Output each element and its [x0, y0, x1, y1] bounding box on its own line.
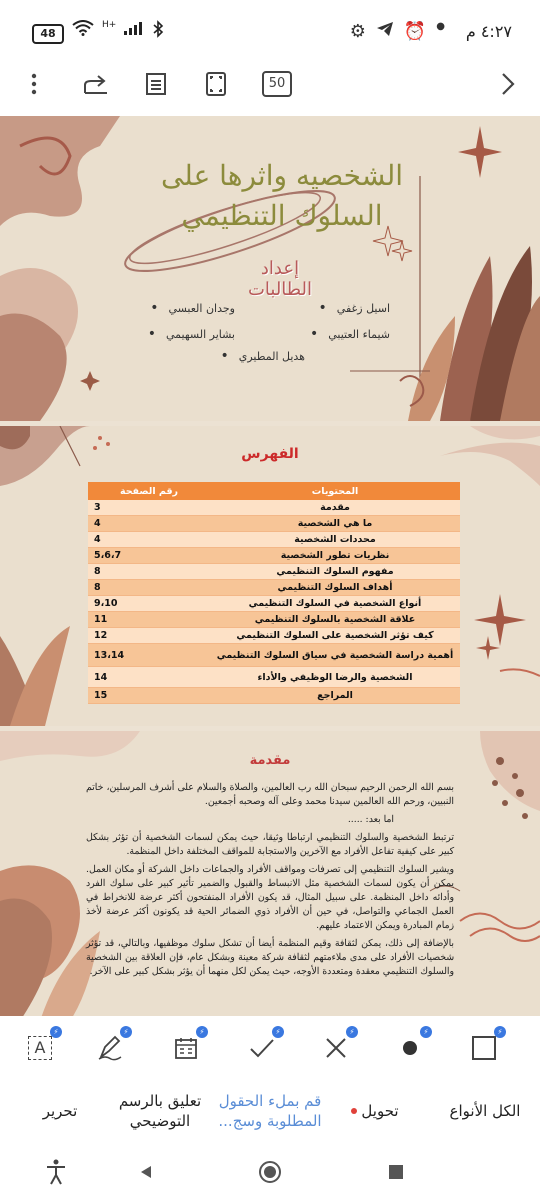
intro-paragraph: ويشير السلوك التنظيمي إلى تصرفات ومواقف الأفراد والجماعات داخل الشركة أو مكان العمل. يمكن أن يكون لسمات الشخصية مثل الانبساط والقبول والضمير تأثير كبير على سلوك الفرد وأدائه داخل المنظمة. على سبيل المثال، قد يكون الأفراد المنفتحون أكثر عرضة للانخراط في العمل الجماعي والتواصل، في حين أن الأفراد ذوي الضمائر الحية قد يكونون أكثر عرضة لأخذ زمام المبادرة ويمكن الاعتماد عليهم.: [86, 864, 454, 931]
premium-badge-icon: ⚡: [120, 1026, 132, 1038]
cover-title: [152, 156, 412, 236]
toc-content: أهمية دراسة الشخصية في سياق السلوك التنظيمي: [210, 644, 460, 667]
document-toolbar: [0, 52, 540, 116]
toc-page: 8: [88, 580, 210, 596]
toc-content: الشخصية والرضا الوظيفي والأداء: [210, 667, 460, 688]
intro-paragraph: بالإضافة إلى ذلك، يمكن لثقافة وقيم المنظمة أيضا أن تشكل سلوك موظفيها، وبالتالي، قد تؤثر شخصيات الأفراد على مدى ملاءمتهم لثقافة شركة معينة وبشكل عام، فإن العلاقة بين الشخصية والسلوك التنظيمي معقدة ومتعددة الأوجه، حيث يمكن لكل منهما أن يؤثر بشكل كبير على الآخر.: [86, 938, 454, 977]
slide-index: [0, 426, 540, 726]
toc-content: محددات الشخصية: [210, 532, 460, 548]
rectangle-icon: [471, 1035, 497, 1061]
table-row: [88, 580, 460, 596]
toc-content: مفهوم السلوك التنظيمي: [210, 564, 460, 580]
toc-page: 14: [88, 667, 210, 688]
back-chevron-icon[interactable]: [488, 64, 528, 104]
premium-badge-icon: ⚡: [420, 1026, 432, 1038]
toc-header-page: رقم الصفحة: [88, 482, 210, 500]
table-row: [88, 532, 460, 548]
document-viewer[interactable]: [0, 116, 540, 1016]
notification-dot-icon: ●: [436, 21, 445, 32]
tab-edit[interactable]: تحرير: [42, 1102, 78, 1120]
toc-content: ما هي الشخصية: [210, 516, 460, 532]
toc-page: 4: [88, 516, 210, 532]
table-row: [88, 628, 460, 644]
table-of-contents: [88, 482, 460, 704]
slide-introduction: [0, 731, 540, 1016]
telegram-icon: [376, 21, 394, 42]
notification-icons: [350, 21, 445, 42]
mode-tabs: [0, 1078, 540, 1144]
clock: ٤:٢٧ م: [465, 22, 512, 41]
table-row: [88, 500, 460, 516]
cover-title-line1: الشخصيه واثرها على: [160, 159, 404, 192]
table-row: [88, 644, 460, 667]
toc-content: كيف تؤثر الشخصية على السلوك التنظيمي: [210, 628, 460, 644]
reading-mode-icon[interactable]: [136, 64, 176, 104]
cover-subtitle: إعداد الطالبات: [247, 258, 313, 300]
cross-tool[interactable]: [316, 1028, 356, 1068]
toc-page: 8: [88, 564, 210, 580]
checkmark-icon: [249, 1037, 275, 1059]
battery-indicator: 48: [32, 24, 64, 44]
toc-content: أنواع الشخصية في السلوك التنظيمي: [210, 596, 460, 612]
tab-convert[interactable]: [330, 1078, 420, 1144]
wifi-icon: [72, 20, 94, 42]
toc-page: 4: [88, 532, 210, 548]
page-count: 50: [262, 71, 292, 97]
intro-paragraph: اما بعد: .....: [347, 814, 394, 825]
toc-page: 11: [88, 612, 210, 628]
premium-badge-icon: ⚡: [346, 1026, 358, 1038]
signal-icon: [124, 20, 144, 42]
intro-body: [86, 781, 454, 983]
intro-paragraph: ترتبط الشخصية والسلوك التنظيمي ارتباطا وثيقا، حيث يمكن لسمات الشخصية أن تؤثر بشكل كبير على كيفية تفاعل الأفراد مع الآخرين والاستجابة للمواقف المختلفة داخل المنظمة.: [86, 832, 454, 857]
recents-nav-icon[interactable]: [380, 1156, 412, 1188]
premium-badge-icon: ⚡: [494, 1026, 506, 1038]
checkmark-tool[interactable]: [242, 1028, 282, 1068]
status-bar: [0, 0, 540, 52]
rectangle-tool[interactable]: [464, 1028, 504, 1068]
table-row: [88, 596, 460, 612]
share-icon[interactable]: [76, 64, 116, 104]
student-name: اسيل زغفي •: [319, 300, 390, 316]
table-row: [88, 688, 460, 704]
back-nav-icon[interactable]: [130, 1156, 162, 1188]
dot-icon: [402, 1040, 418, 1056]
student-name: وجدان العبسي •: [150, 300, 235, 316]
intro-title: مقدمة: [249, 753, 291, 768]
network-type: H+: [102, 20, 117, 30]
toc-page: 3: [88, 500, 210, 516]
toc-content: علاقة الشخصية بالسلوك التنظيمي: [210, 612, 460, 628]
tab-comment-drawing[interactable]: تعليق بالرسم التوضيحي: [118, 1092, 202, 1130]
premium-badge-icon: ⚡: [196, 1026, 208, 1038]
calendar-icon: [174, 1036, 198, 1060]
student-name: شيماء العتيبي •: [310, 326, 390, 342]
cover-title-line2: السلوك التنظيمي: [181, 199, 383, 232]
more-options-icon[interactable]: [14, 64, 54, 104]
table-row: [88, 548, 460, 564]
slide-cover: [0, 116, 540, 421]
table-row: [88, 564, 460, 580]
tab-all-types[interactable]: الكل الأنواع: [449, 1102, 521, 1120]
signature-tool[interactable]: [90, 1028, 130, 1068]
new-indicator-dot: [351, 1108, 357, 1114]
toc-content: أهداف السلوك التنظيمي: [210, 580, 460, 596]
table-row: [88, 667, 460, 688]
annotation-toolbar: [0, 1016, 540, 1078]
student-name: هديل المطيري •: [220, 348, 305, 364]
cross-icon: [325, 1037, 347, 1059]
page-count-button[interactable]: [257, 64, 297, 104]
index-title: الفهرس: [241, 446, 299, 462]
premium-badge-icon: ⚡: [50, 1026, 62, 1038]
tab-fill-sign[interactable]: قم بملء الحقول المطلوبة وسج...: [218, 1092, 322, 1130]
alarm-icon: ⏰: [403, 21, 427, 42]
system-navigation-bar: [0, 1144, 540, 1200]
toc-page: 12: [88, 628, 210, 644]
toc-page: 9،10: [88, 596, 210, 612]
toc-page: 15: [88, 688, 210, 704]
bluetooth-icon: [152, 20, 164, 42]
date-tool[interactable]: [166, 1028, 206, 1068]
student-name: بشاير السهيمي •: [148, 326, 235, 342]
home-nav-icon[interactable]: [254, 1156, 286, 1188]
accessibility-icon[interactable]: [40, 1156, 72, 1188]
network-icons: [72, 20, 164, 42]
tab-convert-label: تحويل: [361, 1102, 399, 1120]
fullscreen-icon[interactable]: [196, 64, 236, 104]
intro-paragraph: بسم الله الرحمن الرحيم سبحان الله رب العالمين، والصلاة والسلام على أشرف المرسلين، خاتم النبيين، ورحم الله العالمين سيدنا محمد وعلى آله وصحبه أجمعين.: [86, 782, 454, 807]
dot-tool[interactable]: [390, 1028, 430, 1068]
toc-page: 5،6،7: [88, 548, 210, 564]
toc-content: المراجع: [210, 688, 460, 704]
table-row: [88, 516, 460, 532]
table-row: [88, 612, 460, 628]
text-box-tool[interactable]: [20, 1028, 60, 1068]
toc-content: نظريات تطور الشخصية: [210, 548, 460, 564]
toc-header-content: المحتويات: [210, 482, 460, 500]
text-box-icon: A: [28, 1036, 52, 1060]
toc-page: 13،14: [88, 644, 210, 667]
settings-icon: ⚙: [349, 21, 366, 42]
premium-badge-icon: ⚡: [272, 1026, 284, 1038]
toc-content: مقدمة: [210, 500, 460, 516]
signature-pen-icon: [97, 1035, 123, 1061]
